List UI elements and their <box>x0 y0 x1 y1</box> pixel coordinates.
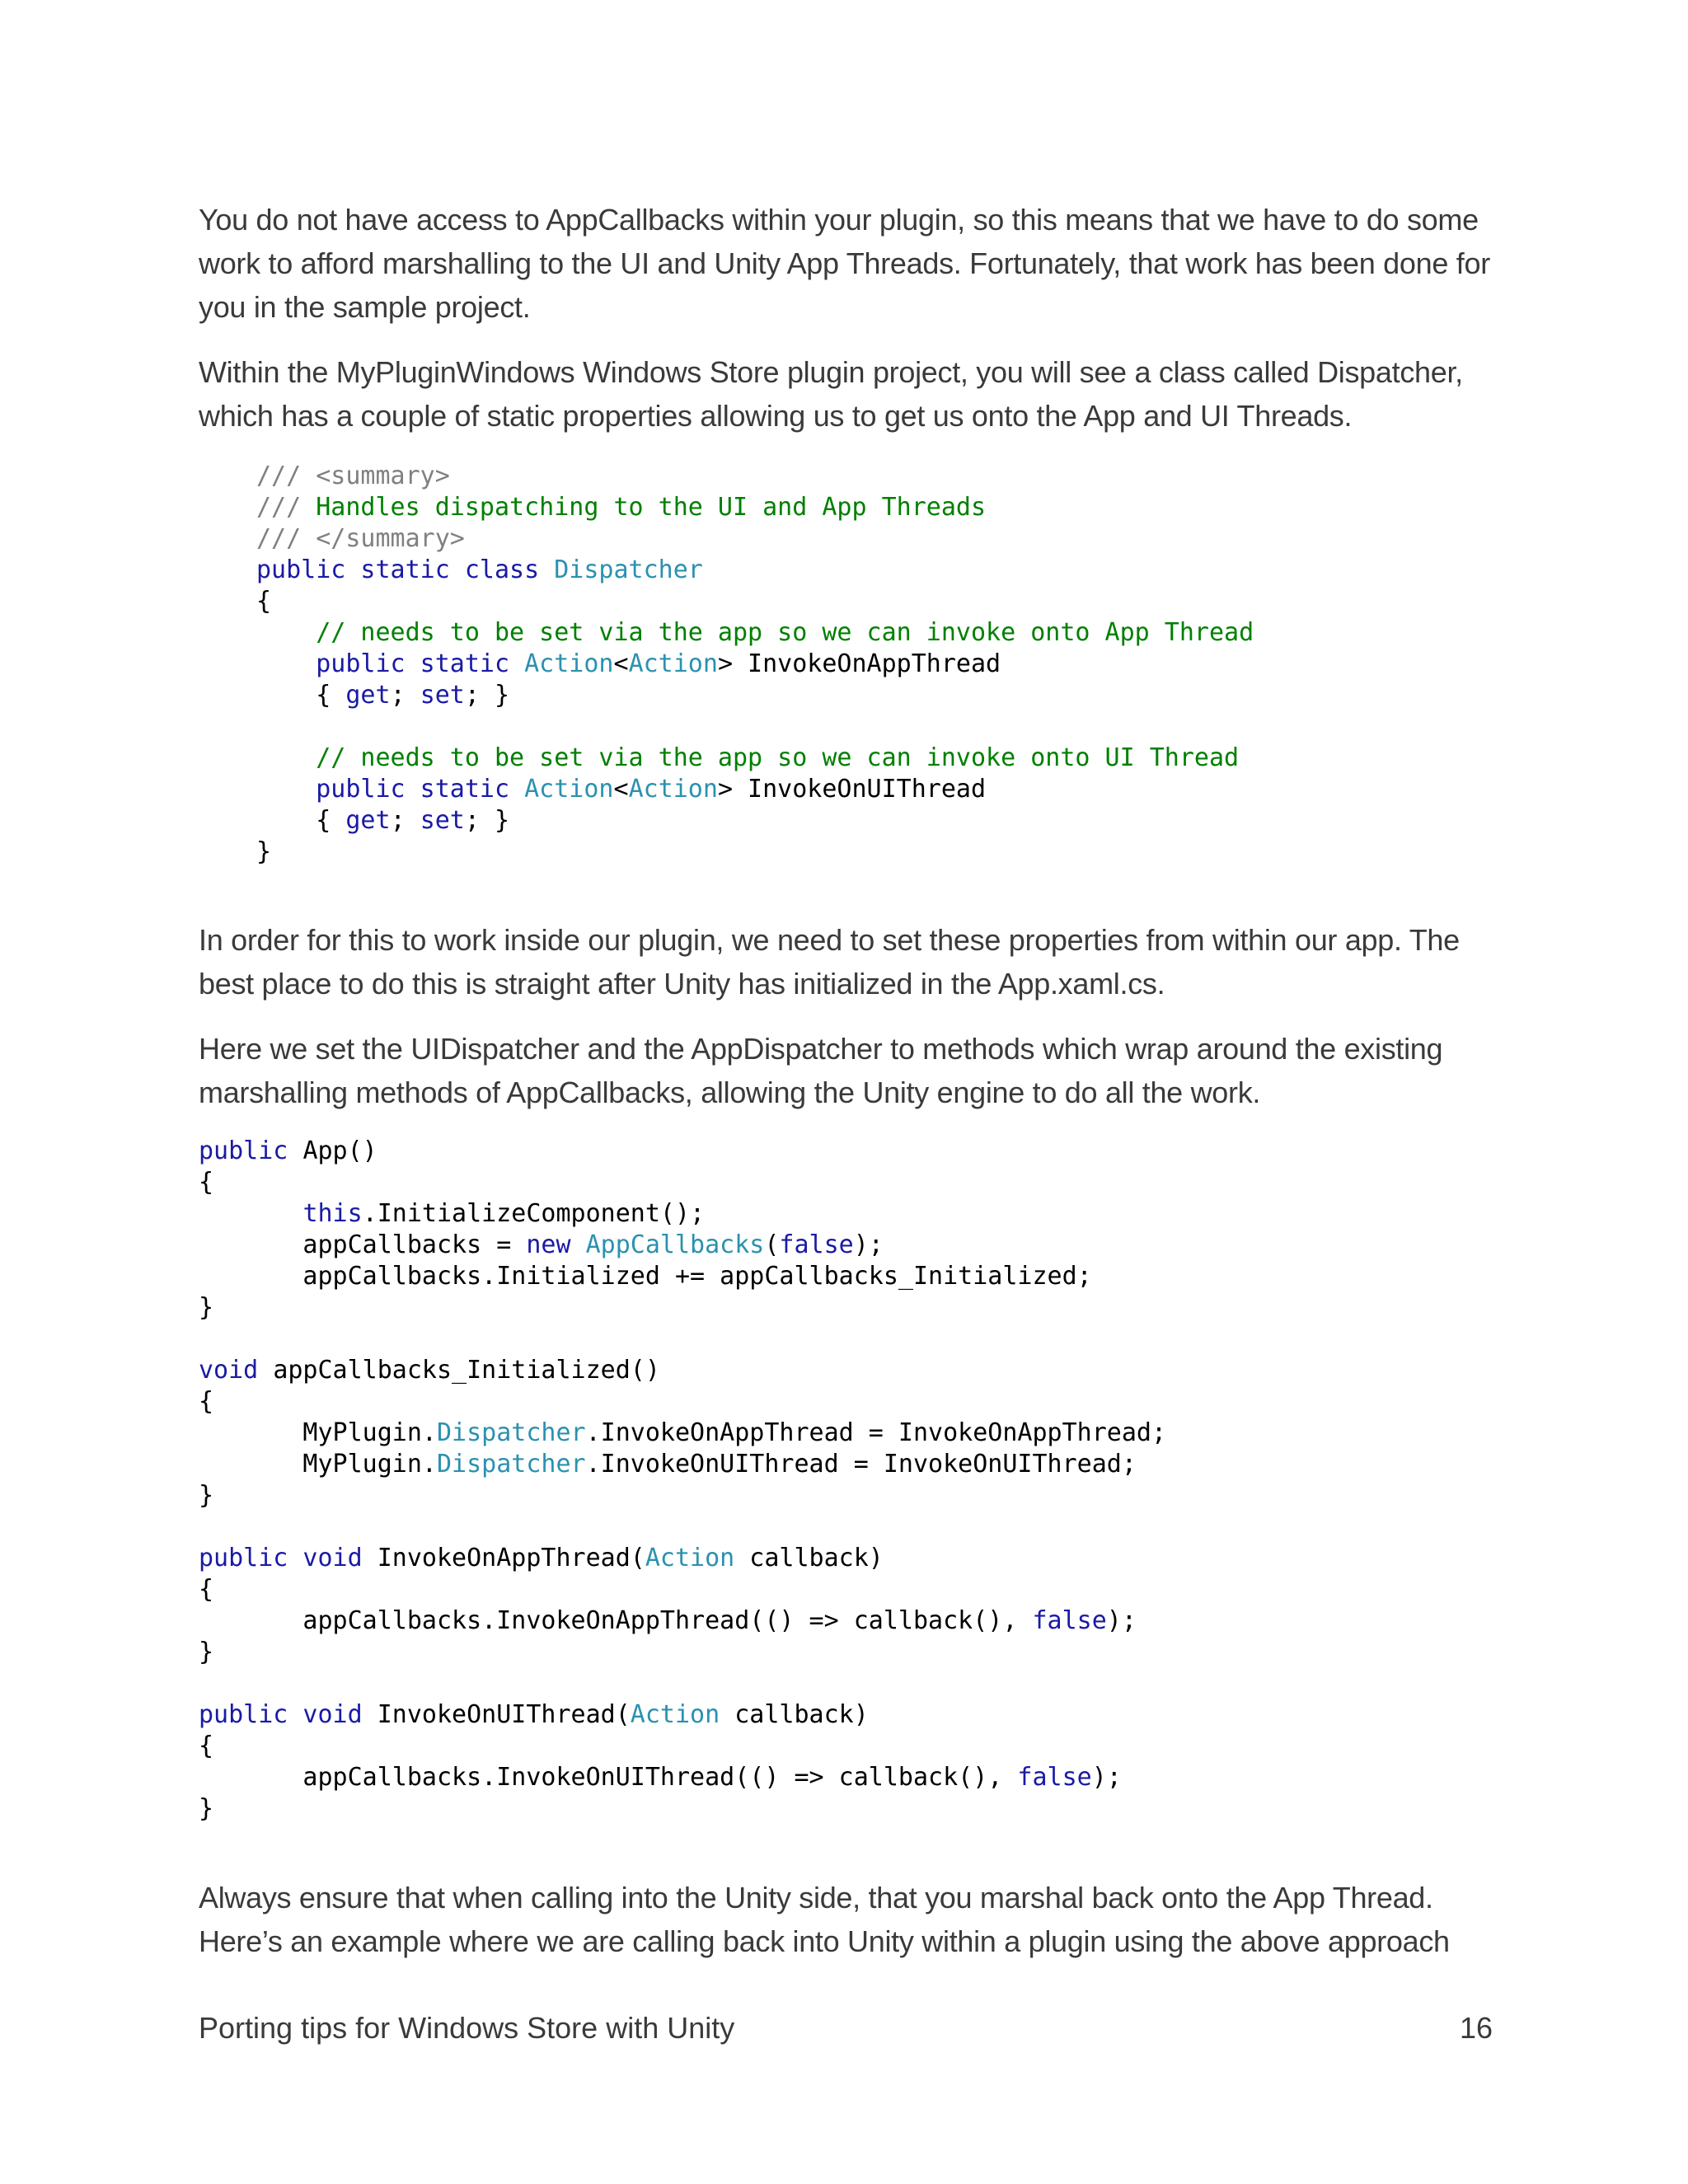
code-block-app-methods <box>199 1136 1166 1825</box>
code-token: { <box>256 806 346 835</box>
code-token: ; <box>390 681 420 710</box>
code-token: false <box>779 1230 854 1259</box>
paragraph-marshal-back: Always ensure that when calling into the Unity side, that you marshal back onto the App Thread. Here’s an example where we are calling back into Unity within a plugin using the above approach <box>199 1881 1450 1958</box>
code-token: Dispatcher <box>436 1418 586 1447</box>
footer-title: Porting tips for Windows Store with Unity <box>199 2011 735 2045</box>
code-line <box>199 1324 1166 1355</box>
code-line <box>199 1605 1166 1637</box>
code-token: { <box>199 1575 214 1604</box>
paragraph-dispatcher-intro: Within the MyPluginWindows Windows Store plugin project, you will see a class called Dispatcher, which has a couple of static properties allowing us to get us onto the App and UI Threads. <box>199 355 1463 433</box>
code-token: < <box>613 775 629 804</box>
code-token: } <box>199 1638 214 1666</box>
code-line <box>199 1449 1166 1480</box>
code-token: InvokeOnUIThread( <box>377 1700 631 1729</box>
code-token: appCallbacks.Initialized += appCallbacks_Initialized; <box>199 1262 1092 1291</box>
code-token: .InvokeOnAppThread = InvokeOnAppThread; <box>585 1418 1167 1447</box>
code-token <box>256 618 316 647</box>
code-token: < <box>613 649 629 678</box>
code-token: { <box>256 587 272 616</box>
code-token: MyPlugin. <box>199 1450 437 1479</box>
code-token: ); <box>1091 1763 1122 1792</box>
code-line <box>256 492 1254 523</box>
code-line <box>256 649 1254 680</box>
code-token: } <box>199 1794 214 1823</box>
code-line <box>256 617 1254 649</box>
code-token: { <box>199 1732 214 1760</box>
code-token: get <box>345 806 391 835</box>
code-token: public static <box>316 649 525 678</box>
code-token: .InvokeOnUIThread = InvokeOnUIThread; <box>585 1450 1137 1479</box>
code-token <box>256 775 316 804</box>
code-line <box>256 743 1254 774</box>
code-token: false <box>1017 1763 1092 1792</box>
code-line <box>199 1136 1166 1167</box>
code-token: appCallbacks_Initialized() <box>273 1356 660 1385</box>
paragraph-wrap-methods: Here we set the UIDispatcher and the AppDispatcher to methods which wrap around the existing marshalling methods of AppCallbacks, allowing the Unity engine to do all the work. <box>199 1032 1443 1109</box>
code-token: ; <box>390 806 420 835</box>
code-line <box>199 1668 1166 1699</box>
code-token: /// </summary> <box>256 524 465 553</box>
code-line <box>256 774 1254 805</box>
code-token: > InvokeOnUIThread <box>717 775 987 804</box>
code-token: { <box>256 681 346 710</box>
code-token: ; } <box>464 806 510 835</box>
code-token: App() <box>302 1137 377 1165</box>
code-line <box>199 1355 1166 1386</box>
code-token: /// <summary> <box>256 462 450 490</box>
code-token: this <box>302 1199 363 1228</box>
code-line <box>256 586 1254 617</box>
code-block-dispatcher-class <box>256 461 1254 868</box>
code-line <box>199 1230 1166 1261</box>
code-line <box>199 1731 1166 1762</box>
code-line <box>199 1699 1166 1731</box>
code-token: appCallbacks.InvokeOnAppThread(() => callback(), <box>199 1606 1033 1635</box>
code-token: Action <box>628 649 718 678</box>
code-line <box>256 711 1254 743</box>
code-token: Handles dispatching to the UI and App Threads <box>316 493 987 522</box>
code-line <box>199 1543 1166 1574</box>
code-token: } <box>199 1293 214 1322</box>
code-token: public void <box>199 1544 377 1572</box>
code-token: void <box>199 1356 274 1385</box>
code-token: Dispatcher <box>436 1450 586 1479</box>
code-line <box>199 1511 1166 1543</box>
code-line <box>256 523 1254 555</box>
code-token: MyPlugin. <box>199 1418 437 1447</box>
code-token: public static <box>316 775 525 804</box>
code-line <box>199 1292 1166 1324</box>
code-token: ; } <box>464 681 510 710</box>
code-token: appCallbacks.InvokeOnUIThread(() => callback(), <box>199 1763 1018 1792</box>
code-token: get <box>345 681 391 710</box>
code-token: InvokeOnAppThread( <box>377 1544 645 1572</box>
code-line <box>199 1574 1166 1605</box>
code-token: ); <box>1106 1606 1137 1635</box>
code-line <box>199 1762 1166 1793</box>
code-line <box>256 805 1254 837</box>
code-line <box>199 1793 1166 1825</box>
code-line <box>256 555 1254 586</box>
code-token: callback) <box>734 1544 884 1572</box>
code-line <box>256 461 1254 492</box>
code-line <box>199 1167 1166 1198</box>
code-token <box>199 1199 302 1228</box>
code-line <box>199 1637 1166 1668</box>
code-token: ( <box>764 1230 780 1259</box>
code-token: { <box>199 1168 214 1197</box>
code-token <box>256 649 316 678</box>
code-token: } <box>199 1481 214 1510</box>
code-line <box>199 1198 1166 1230</box>
code-line <box>199 1386 1166 1418</box>
code-token: Action <box>524 649 614 678</box>
code-token: // needs to be set via the app so we can invoke onto App Thread <box>316 618 1254 647</box>
code-token: } <box>256 837 272 866</box>
code-token: public static class <box>256 555 555 584</box>
code-token: callback) <box>720 1700 869 1729</box>
code-token: Dispatcher <box>554 555 703 584</box>
code-token: new <box>526 1230 586 1259</box>
paragraph-appcallbacks-intro: You do not have access to AppCallbacks within your plugin, so this means that we have to do some work to afford marshalling to the UI and Unity App Threads. Fortunately, that work has been done for you in the sample project. <box>199 203 1490 324</box>
code-token: Action <box>630 1700 720 1729</box>
code-token: public <box>199 1137 303 1165</box>
code-token: Action <box>524 775 614 804</box>
code-token: Action <box>645 1544 735 1572</box>
code-line <box>256 837 1254 868</box>
code-token: .InitializeComponent(); <box>362 1199 706 1228</box>
code-token: Action <box>628 775 718 804</box>
code-token: > InvokeOnAppThread <box>717 649 1001 678</box>
footer-page-number: 16 <box>1459 2011 1493 2045</box>
code-token: /// <box>256 493 316 522</box>
code-token: appCallbacks = <box>199 1230 527 1259</box>
code-token: public void <box>199 1700 377 1729</box>
code-token: // needs to be set via the app so we can invoke onto UI Thread <box>316 743 1240 772</box>
paragraph-set-properties: In order for this to work inside our plugin, we need to set these properties from within our app. The best place to do this is straight after Unity has initialized in the App.xaml.cs. <box>199 923 1460 1001</box>
code-token: false <box>1032 1606 1107 1635</box>
code-token: AppCallbacks <box>585 1230 765 1259</box>
code-token: ); <box>853 1230 884 1259</box>
code-line <box>256 680 1254 711</box>
code-line <box>199 1480 1166 1511</box>
code-token: set <box>420 681 465 710</box>
code-line <box>199 1261 1166 1292</box>
code-line <box>199 1418 1166 1449</box>
code-token: set <box>420 806 465 835</box>
code-token: { <box>199 1387 214 1416</box>
code-token <box>256 743 316 772</box>
